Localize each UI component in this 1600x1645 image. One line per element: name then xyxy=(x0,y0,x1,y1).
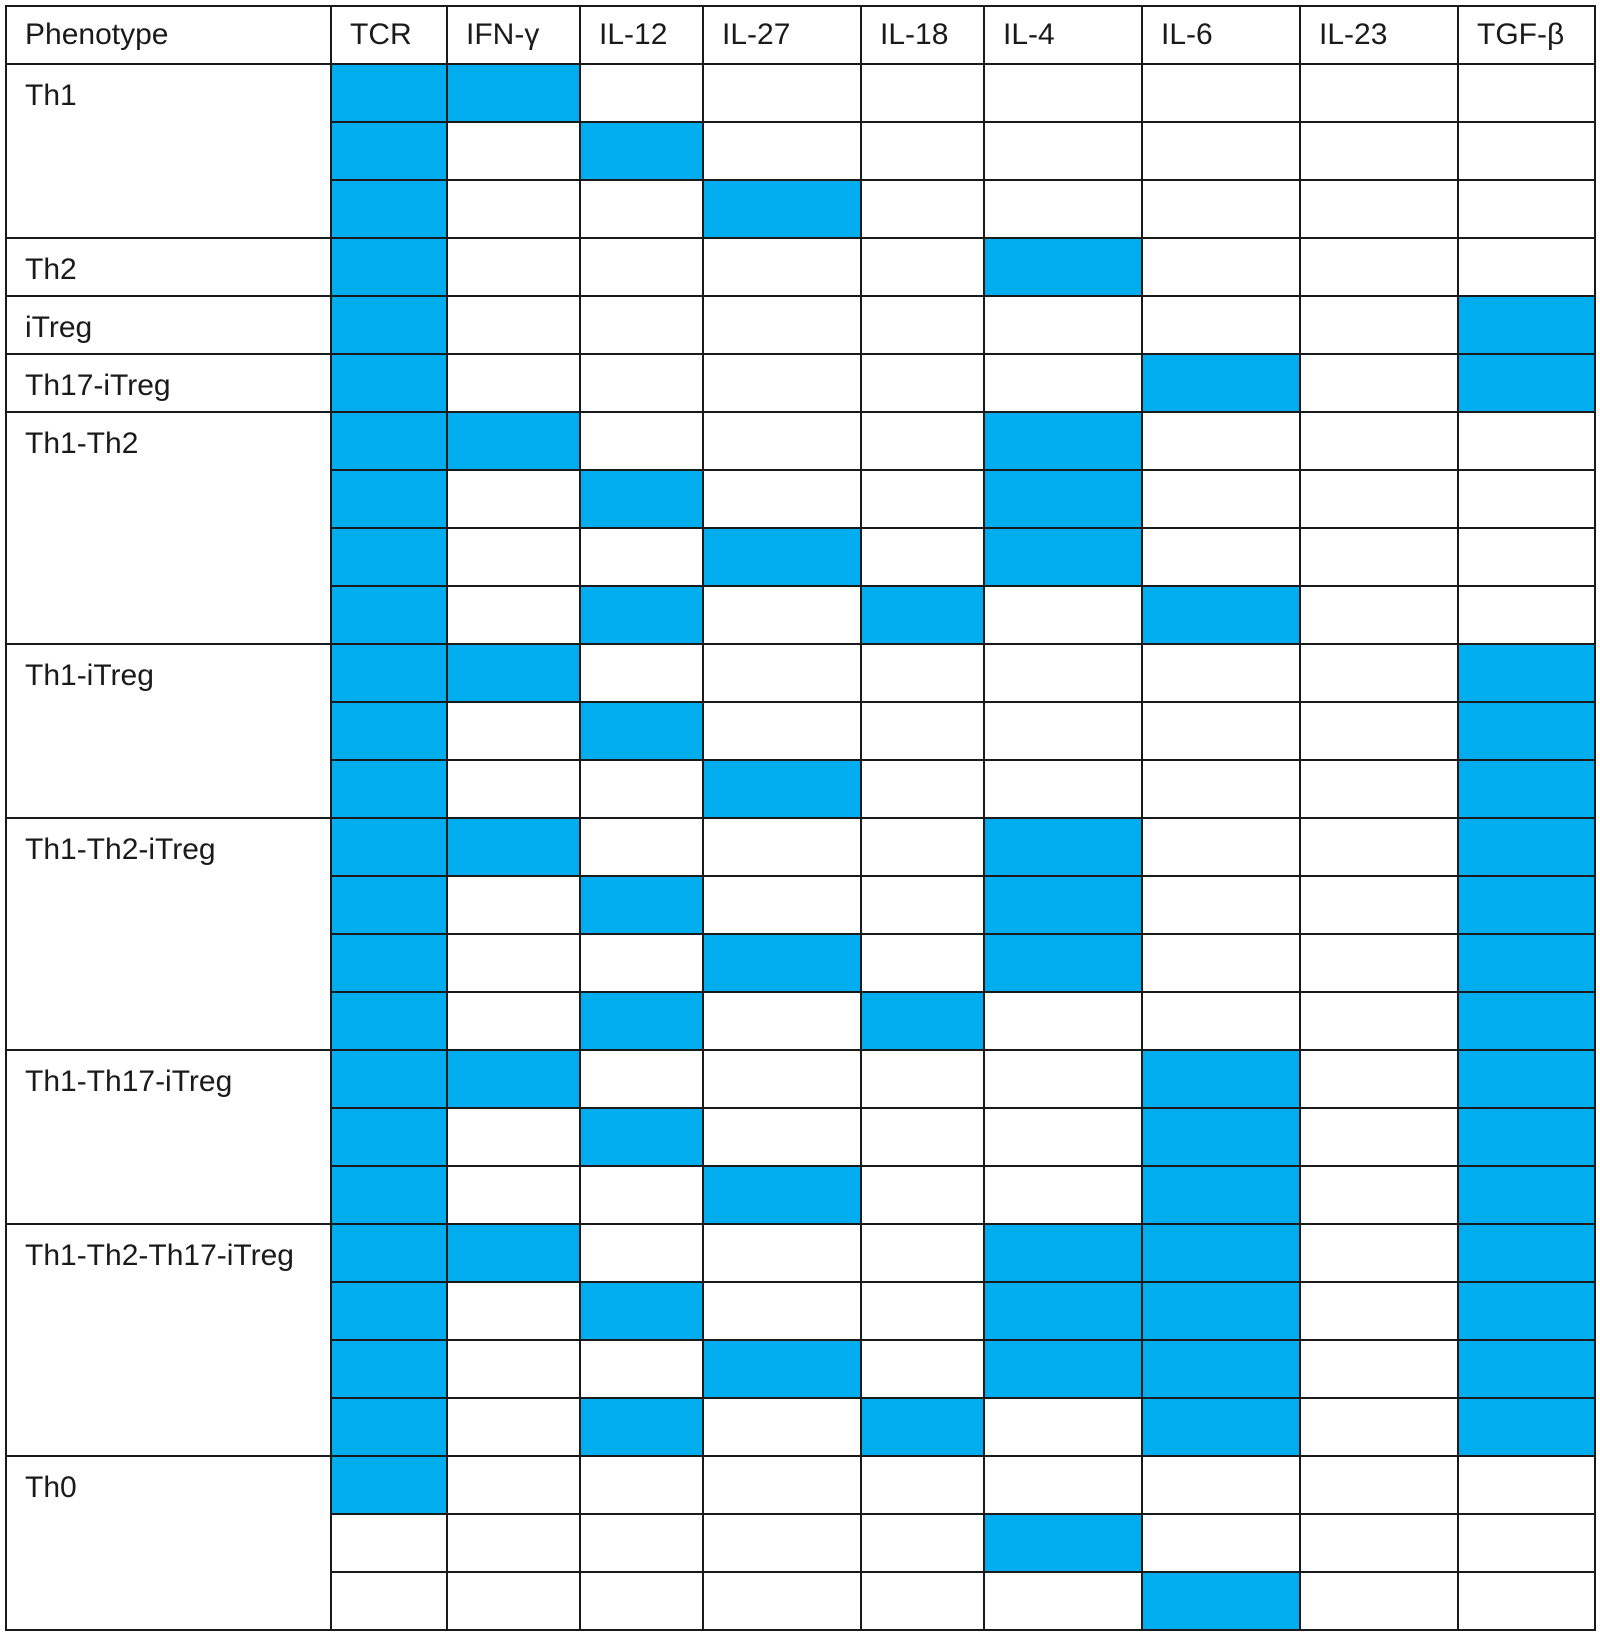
empty-cell-il-18 xyxy=(861,1224,984,1282)
empty-cell-tgf xyxy=(1458,122,1595,180)
filled-cell-tcr xyxy=(331,180,447,238)
empty-cell-tcr xyxy=(331,1514,447,1572)
empty-cell-il-6 xyxy=(1142,644,1300,702)
filled-cell-tgf xyxy=(1458,1050,1595,1108)
empty-cell-il-23 xyxy=(1300,1398,1458,1456)
empty-cell-il-23 xyxy=(1300,296,1458,354)
filled-cell-tcr xyxy=(331,1282,447,1340)
empty-cell-il-6 xyxy=(1142,876,1300,934)
filled-cell-il-4 xyxy=(984,1224,1142,1282)
empty-cell-il-4 xyxy=(984,992,1142,1050)
empty-cell-il-18 xyxy=(861,1572,984,1630)
filled-cell-tgf xyxy=(1458,1340,1595,1398)
filled-cell-il-27 xyxy=(703,934,861,992)
empty-cell-ifn xyxy=(447,1340,580,1398)
filled-cell-il-12 xyxy=(580,586,703,644)
empty-cell-il-12 xyxy=(580,644,703,702)
filled-cell-tcr xyxy=(331,412,447,470)
table-row xyxy=(6,64,1595,122)
empty-cell-il-27 xyxy=(703,122,861,180)
empty-cell-il-27 xyxy=(703,1282,861,1340)
empty-cell-il-4 xyxy=(984,760,1142,818)
empty-cell-il-12 xyxy=(580,528,703,586)
empty-cell-il-18 xyxy=(861,296,984,354)
filled-cell-ifn xyxy=(447,1050,580,1108)
table-row xyxy=(6,818,1595,876)
empty-cell-il-18 xyxy=(861,180,984,238)
filled-cell-il-4 xyxy=(984,238,1142,296)
empty-cell-il-27 xyxy=(703,818,861,876)
filled-cell-il-27 xyxy=(703,1166,861,1224)
empty-cell-il-27 xyxy=(703,238,861,296)
empty-cell-il-4 xyxy=(984,354,1142,412)
filled-cell-il-6 xyxy=(1142,1108,1300,1166)
empty-cell-il-6 xyxy=(1142,122,1300,180)
empty-cell-il-4 xyxy=(984,586,1142,644)
filled-cell-tgf xyxy=(1458,760,1595,818)
filled-cell-tgf xyxy=(1458,1398,1595,1456)
empty-cell-ifn xyxy=(447,238,580,296)
empty-cell-il-23 xyxy=(1300,64,1458,122)
filled-cell-tcr xyxy=(331,934,447,992)
filled-cell-il-18 xyxy=(861,1398,984,1456)
phenotype-label: Th1-Th2-iTreg xyxy=(6,818,331,1050)
filled-cell-tgf xyxy=(1458,876,1595,934)
empty-cell-il-12 xyxy=(580,934,703,992)
empty-cell-il-4 xyxy=(984,1108,1142,1166)
filled-cell-tcr xyxy=(331,470,447,528)
empty-cell-il-18 xyxy=(861,1050,984,1108)
filled-cell-tcr xyxy=(331,64,447,122)
filled-cell-il-6 xyxy=(1142,1340,1300,1398)
empty-cell-ifn xyxy=(447,180,580,238)
filled-cell-tcr xyxy=(331,1224,447,1282)
filled-cell-tcr xyxy=(331,528,447,586)
filled-cell-ifn xyxy=(447,412,580,470)
empty-cell-il-12 xyxy=(580,760,703,818)
empty-cell-il-23 xyxy=(1300,180,1458,238)
filled-cell-tcr xyxy=(331,1398,447,1456)
empty-cell-il-23 xyxy=(1300,412,1458,470)
filled-cell-il-4 xyxy=(984,1340,1142,1398)
phenotype-label: Th0 xyxy=(6,1456,331,1630)
filled-cell-il-4 xyxy=(984,528,1142,586)
filled-cell-tgf xyxy=(1458,1166,1595,1224)
filled-cell-ifn xyxy=(447,1224,580,1282)
empty-cell-il-27 xyxy=(703,1572,861,1630)
empty-cell-il-6 xyxy=(1142,180,1300,238)
table-row xyxy=(6,1456,1595,1514)
table-body xyxy=(6,64,1595,1630)
phenotype-label: Th17-iTreg xyxy=(6,354,331,412)
empty-cell-il-4 xyxy=(984,64,1142,122)
filled-cell-il-18 xyxy=(861,992,984,1050)
filled-cell-tcr xyxy=(331,354,447,412)
empty-cell-ifn xyxy=(447,354,580,412)
empty-cell-il-4 xyxy=(984,122,1142,180)
header-il-23: IL-23 xyxy=(1300,6,1458,64)
filled-cell-il-12 xyxy=(580,122,703,180)
header-il-12: IL-12 xyxy=(580,6,703,64)
empty-cell-il-12 xyxy=(580,1166,703,1224)
phenotype-label: Th1-Th2-Th17-iTreg xyxy=(6,1224,331,1456)
empty-cell-il-27 xyxy=(703,296,861,354)
empty-cell-il-6 xyxy=(1142,412,1300,470)
filled-cell-tcr xyxy=(331,238,447,296)
table-row xyxy=(6,412,1595,470)
filled-cell-il-6 xyxy=(1142,1050,1300,1108)
filled-cell-tgf xyxy=(1458,818,1595,876)
filled-cell-tcr xyxy=(331,992,447,1050)
empty-cell-il-27 xyxy=(703,1224,861,1282)
empty-cell-ifn xyxy=(447,296,580,354)
empty-cell-tgf xyxy=(1458,1514,1595,1572)
empty-cell-il-23 xyxy=(1300,644,1458,702)
table-row xyxy=(6,1224,1595,1282)
empty-cell-ifn xyxy=(447,1108,580,1166)
filled-cell-il-4 xyxy=(984,818,1142,876)
table-row xyxy=(6,296,1595,354)
phenotype-label: Th1-iTreg xyxy=(6,644,331,818)
empty-cell-il-6 xyxy=(1142,702,1300,760)
filled-cell-il-6 xyxy=(1142,1282,1300,1340)
empty-cell-il-4 xyxy=(984,1456,1142,1514)
empty-cell-ifn xyxy=(447,992,580,1050)
empty-cell-tgf xyxy=(1458,238,1595,296)
empty-cell-il-6 xyxy=(1142,818,1300,876)
empty-cell-il-6 xyxy=(1142,934,1300,992)
filled-cell-ifn xyxy=(447,644,580,702)
empty-cell-ifn xyxy=(447,586,580,644)
empty-cell-il-23 xyxy=(1300,934,1458,992)
empty-cell-il-12 xyxy=(580,412,703,470)
filled-cell-il-12 xyxy=(580,992,703,1050)
empty-cell-tcr xyxy=(331,1572,447,1630)
empty-cell-il-23 xyxy=(1300,528,1458,586)
empty-cell-il-6 xyxy=(1142,528,1300,586)
empty-cell-il-12 xyxy=(580,1224,703,1282)
filled-cell-tgf xyxy=(1458,1108,1595,1166)
empty-cell-il-27 xyxy=(703,702,861,760)
empty-cell-ifn xyxy=(447,528,580,586)
empty-cell-il-4 xyxy=(984,1166,1142,1224)
empty-cell-il-23 xyxy=(1300,1166,1458,1224)
filled-cell-tcr xyxy=(331,586,447,644)
empty-cell-il-18 xyxy=(861,818,984,876)
empty-cell-il-6 xyxy=(1142,760,1300,818)
empty-cell-ifn xyxy=(447,702,580,760)
empty-cell-il-18 xyxy=(861,354,984,412)
empty-cell-il-6 xyxy=(1142,238,1300,296)
empty-cell-tgf xyxy=(1458,412,1595,470)
filled-cell-il-6 xyxy=(1142,1166,1300,1224)
empty-cell-ifn xyxy=(447,934,580,992)
empty-cell-il-4 xyxy=(984,644,1142,702)
empty-cell-il-12 xyxy=(580,1572,703,1630)
empty-cell-il-23 xyxy=(1300,238,1458,296)
empty-cell-il-23 xyxy=(1300,876,1458,934)
empty-cell-il-6 xyxy=(1142,470,1300,528)
empty-cell-il-12 xyxy=(580,1340,703,1398)
empty-cell-il-18 xyxy=(861,1456,984,1514)
empty-cell-ifn xyxy=(447,1282,580,1340)
empty-cell-il-27 xyxy=(703,586,861,644)
filled-cell-tcr xyxy=(331,1108,447,1166)
empty-cell-il-18 xyxy=(861,1514,984,1572)
filled-cell-il-27 xyxy=(703,180,861,238)
empty-cell-il-23 xyxy=(1300,1456,1458,1514)
filled-cell-il-4 xyxy=(984,470,1142,528)
empty-cell-ifn xyxy=(447,1572,580,1630)
filled-cell-tgf xyxy=(1458,702,1595,760)
filled-cell-il-4 xyxy=(984,1282,1142,1340)
empty-cell-tgf xyxy=(1458,1456,1595,1514)
empty-cell-il-18 xyxy=(861,876,984,934)
filled-cell-tcr xyxy=(331,1050,447,1108)
filled-cell-tgf xyxy=(1458,644,1595,702)
empty-cell-ifn xyxy=(447,1514,580,1572)
empty-cell-ifn xyxy=(447,760,580,818)
empty-cell-tgf xyxy=(1458,586,1595,644)
filled-cell-tcr xyxy=(331,1456,447,1514)
filled-cell-il-18 xyxy=(861,586,984,644)
empty-cell-il-18 xyxy=(861,122,984,180)
empty-cell-il-23 xyxy=(1300,122,1458,180)
empty-cell-il-18 xyxy=(861,64,984,122)
empty-cell-il-4 xyxy=(984,1050,1142,1108)
filled-cell-il-6 xyxy=(1142,354,1300,412)
empty-cell-il-18 xyxy=(861,644,984,702)
empty-cell-il-27 xyxy=(703,644,861,702)
header-il-18: IL-18 xyxy=(861,6,984,64)
empty-cell-il-4 xyxy=(984,1572,1142,1630)
phenotype-label: Th1-Th2 xyxy=(6,412,331,644)
filled-cell-il-27 xyxy=(703,760,861,818)
filled-cell-tcr xyxy=(331,702,447,760)
filled-cell-tgf xyxy=(1458,354,1595,412)
empty-cell-il-27 xyxy=(703,1456,861,1514)
filled-cell-il-12 xyxy=(580,1282,703,1340)
filled-cell-tcr xyxy=(331,818,447,876)
empty-cell-il-12 xyxy=(580,238,703,296)
header-il-6: IL-6 xyxy=(1142,6,1300,64)
empty-cell-tgf xyxy=(1458,180,1595,238)
empty-cell-ifn xyxy=(447,1456,580,1514)
empty-cell-il-12 xyxy=(580,64,703,122)
empty-cell-il-27 xyxy=(703,1398,861,1456)
empty-cell-il-27 xyxy=(703,876,861,934)
filled-cell-il-12 xyxy=(580,1108,703,1166)
empty-cell-il-27 xyxy=(703,1514,861,1572)
empty-cell-il-6 xyxy=(1142,64,1300,122)
empty-cell-il-18 xyxy=(861,528,984,586)
empty-cell-il-12 xyxy=(580,1456,703,1514)
empty-cell-il-18 xyxy=(861,1282,984,1340)
filled-cell-il-6 xyxy=(1142,1224,1300,1282)
filled-cell-il-12 xyxy=(580,876,703,934)
empty-cell-il-12 xyxy=(580,1514,703,1572)
header-il-4: IL-4 xyxy=(984,6,1142,64)
filled-cell-il-6 xyxy=(1142,1398,1300,1456)
filled-cell-il-4 xyxy=(984,412,1142,470)
empty-cell-il-23 xyxy=(1300,992,1458,1050)
empty-cell-ifn xyxy=(447,122,580,180)
empty-cell-il-18 xyxy=(861,412,984,470)
empty-cell-il-18 xyxy=(861,1340,984,1398)
filled-cell-tgf xyxy=(1458,992,1595,1050)
filled-cell-il-4 xyxy=(984,876,1142,934)
header-phenotype: Phenotype xyxy=(6,6,331,64)
empty-cell-il-12 xyxy=(580,818,703,876)
filled-cell-ifn xyxy=(447,64,580,122)
filled-cell-tgf xyxy=(1458,296,1595,354)
table-row xyxy=(6,644,1595,702)
filled-cell-tgf xyxy=(1458,1224,1595,1282)
table-row xyxy=(6,1050,1595,1108)
phenotype-label: iTreg xyxy=(6,296,331,354)
empty-cell-il-6 xyxy=(1142,992,1300,1050)
empty-cell-il-23 xyxy=(1300,1572,1458,1630)
empty-cell-il-18 xyxy=(861,760,984,818)
empty-cell-il-23 xyxy=(1300,1514,1458,1572)
empty-cell-il-18 xyxy=(861,470,984,528)
empty-cell-il-12 xyxy=(580,1050,703,1108)
header-tgf-beta: TGF-β xyxy=(1458,6,1595,64)
empty-cell-il-23 xyxy=(1300,354,1458,412)
phenotype-label: Th1 xyxy=(6,64,331,238)
empty-cell-tgf xyxy=(1458,470,1595,528)
empty-cell-il-4 xyxy=(984,296,1142,354)
empty-cell-il-27 xyxy=(703,1108,861,1166)
phenotype-label: Th1-Th17-iTreg xyxy=(6,1050,331,1224)
empty-cell-il-12 xyxy=(580,296,703,354)
empty-cell-il-23 xyxy=(1300,1224,1458,1282)
filled-cell-tcr xyxy=(331,760,447,818)
table-row xyxy=(6,354,1595,412)
filled-cell-tcr xyxy=(331,644,447,702)
filled-cell-il-4 xyxy=(984,934,1142,992)
filled-cell-il-6 xyxy=(1142,1572,1300,1630)
empty-cell-il-27 xyxy=(703,64,861,122)
filled-cell-il-12 xyxy=(580,1398,703,1456)
empty-cell-il-23 xyxy=(1300,1282,1458,1340)
filled-cell-tgf xyxy=(1458,1282,1595,1340)
empty-cell-il-23 xyxy=(1300,818,1458,876)
empty-cell-il-27 xyxy=(703,354,861,412)
filled-cell-tcr xyxy=(331,1340,447,1398)
header-row xyxy=(6,6,1595,64)
empty-cell-il-27 xyxy=(703,992,861,1050)
filled-cell-tcr xyxy=(331,296,447,354)
empty-cell-il-23 xyxy=(1300,702,1458,760)
filled-cell-ifn xyxy=(447,818,580,876)
empty-cell-il-12 xyxy=(580,180,703,238)
header-tcr: TCR xyxy=(331,6,447,64)
empty-cell-il-18 xyxy=(861,1166,984,1224)
empty-cell-il-23 xyxy=(1300,1108,1458,1166)
empty-cell-il-4 xyxy=(984,1398,1142,1456)
header-ifn-gamma: IFN-γ xyxy=(447,6,580,64)
header-il-27: IL-27 xyxy=(703,6,861,64)
filled-cell-il-12 xyxy=(580,702,703,760)
empty-cell-il-18 xyxy=(861,1108,984,1166)
empty-cell-il-6 xyxy=(1142,1456,1300,1514)
empty-cell-ifn xyxy=(447,876,580,934)
empty-cell-il-23 xyxy=(1300,470,1458,528)
filled-cell-il-6 xyxy=(1142,586,1300,644)
filled-cell-tcr xyxy=(331,876,447,934)
empty-cell-il-18 xyxy=(861,238,984,296)
empty-cell-il-18 xyxy=(861,934,984,992)
empty-cell-il-4 xyxy=(984,702,1142,760)
empty-cell-il-6 xyxy=(1142,1514,1300,1572)
filled-cell-tgf xyxy=(1458,934,1595,992)
empty-cell-ifn xyxy=(447,470,580,528)
empty-cell-il-23 xyxy=(1300,760,1458,818)
empty-cell-il-27 xyxy=(703,1050,861,1108)
filled-cell-il-12 xyxy=(580,470,703,528)
empty-cell-il-12 xyxy=(580,354,703,412)
filled-cell-tcr xyxy=(331,1166,447,1224)
empty-cell-tgf xyxy=(1458,64,1595,122)
filled-cell-tcr xyxy=(331,122,447,180)
empty-cell-ifn xyxy=(447,1166,580,1224)
empty-cell-ifn xyxy=(447,1398,580,1456)
empty-cell-il-23 xyxy=(1300,586,1458,644)
phenotype-label: Th2 xyxy=(6,238,331,296)
empty-cell-tgf xyxy=(1458,528,1595,586)
empty-cell-il-27 xyxy=(703,470,861,528)
filled-cell-il-27 xyxy=(703,1340,861,1398)
filled-cell-il-27 xyxy=(703,528,861,586)
empty-cell-il-27 xyxy=(703,412,861,470)
empty-cell-il-4 xyxy=(984,180,1142,238)
table-row xyxy=(6,238,1595,296)
empty-cell-il-6 xyxy=(1142,296,1300,354)
empty-cell-tgf xyxy=(1458,1572,1595,1630)
empty-cell-il-23 xyxy=(1300,1340,1458,1398)
cytokine-phenotype-table xyxy=(5,5,1596,1631)
empty-cell-il-18 xyxy=(861,702,984,760)
filled-cell-il-4 xyxy=(984,1514,1142,1572)
empty-cell-il-23 xyxy=(1300,1050,1458,1108)
